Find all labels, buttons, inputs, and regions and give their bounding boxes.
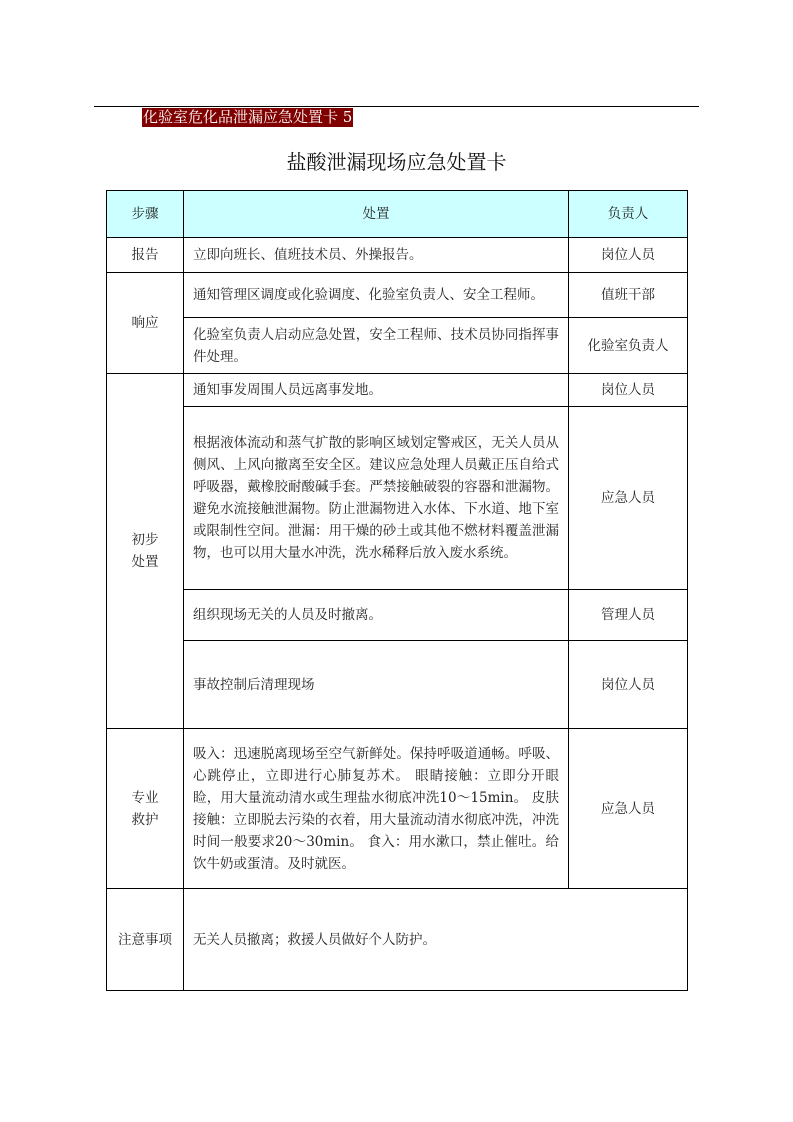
action-cell: 通知管理区调度或化验调度、化验室负责人、安全工程师。	[184, 273, 569, 318]
owner-cell: 岗位人员	[569, 238, 688, 273]
table-row	[107, 374, 688, 407]
page-title: 盐酸泄漏现场应急处置卡	[286, 150, 507, 174]
owner-cell: 值班干部	[569, 273, 688, 318]
action-cell: 根据液体流动和蒸气扩散的影响区域划定警戒区，无关人员从侧风、上风向撤离至安全区。建议应急处理人员戴正压自给式呼吸器，戴橡胶耐酸碱手套。严禁接触破裂的容器和泄漏物。避免水流接触泄漏物。防止泄漏物进入水体、下水道、地下室或限制性空间。泄漏：用干燥的砂土或其他不燃材料覆盖泄漏物，也可以用大量水冲洗，洗水稀释后放入废水系统。	[184, 407, 569, 590]
owner-cell: 岗位人员	[569, 374, 688, 407]
step-line: 处置	[131, 554, 159, 570]
action-cell: 化验室负责人启动应急处置，安全工程师、技术员协同指挥事件处理。	[184, 318, 569, 374]
step-line: 救护	[131, 811, 159, 828]
header-action: 处置	[184, 191, 569, 238]
table-row	[107, 318, 688, 374]
table-row	[107, 641, 688, 729]
owner-cell: 应急人员	[569, 729, 688, 889]
step-line: 初步	[131, 532, 159, 548]
step-respond: 响应	[107, 273, 184, 374]
owner-cell: 管理人员	[569, 590, 688, 641]
step-line: 专业	[131, 789, 159, 806]
notes-cell: 无关人员撤离；救援人员做好个人防护。	[184, 889, 688, 991]
table-row	[107, 590, 688, 641]
table-row	[107, 889, 688, 991]
table-row	[107, 273, 688, 318]
action-cell: 事故控制后清理现场	[184, 641, 569, 729]
owner-cell: 应急人员	[569, 407, 688, 590]
table-row	[107, 729, 688, 889]
action-cell: 吸入：迅速脱离现场至空气新鲜处。保持呼吸道通畅。呼吸、心跳停止，立即进行心肺复苏术。 眼睛接触：立即分开眼睑，用大量流动清水或生理盐水彻底冲洗10～15min。 皮肤接触：立即脱去污染的衣着，用大量流动清水彻底冲洗，冲洗时间一般要求20～30min。 食入：用水漱口，禁止催吐。给饮牛奶或蛋清。及时就医。	[184, 729, 569, 889]
step-rescue	[107, 729, 184, 889]
header-step: 步骤	[107, 191, 184, 238]
step-initial	[107, 374, 184, 729]
step-notes: 注意事项	[107, 889, 184, 991]
action-cell: 组织现场无关的人员及时撤离。	[184, 590, 569, 641]
action-cell: 通知事发周围人员远离事发地。	[184, 374, 569, 407]
owner-cell: 化验室负责人	[569, 318, 688, 374]
action-cell: 立即向班长、值班技术员、外操报告。	[184, 238, 569, 273]
table-row	[107, 238, 688, 273]
header-rule	[94, 106, 699, 107]
table-header-row	[107, 191, 688, 238]
step-report: 报告	[107, 238, 184, 273]
owner-cell: 岗位人员	[569, 641, 688, 729]
table-row	[107, 407, 688, 590]
header-owner: 负责人	[569, 191, 688, 238]
document-banner: 化验室危化品泄漏应急处置卡 5	[143, 108, 353, 126]
procedure-table	[106, 190, 688, 991]
